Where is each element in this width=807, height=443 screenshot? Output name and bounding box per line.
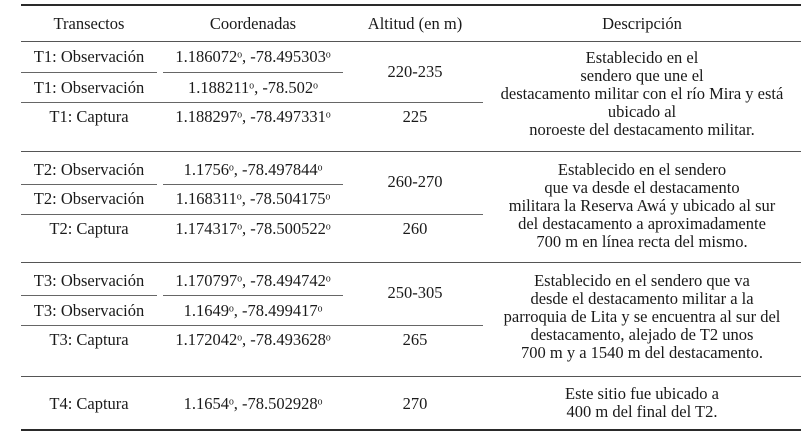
transecto-cell: T3: Observación xyxy=(33,301,145,320)
altitud-cell: 260 xyxy=(402,219,428,238)
row-rule xyxy=(21,102,483,103)
descripcion-line: Establecido en el sendero que va xyxy=(534,271,750,290)
descripcion-line: que va desde el destacamento xyxy=(544,178,740,197)
descripcion-line: Establecido en el sendero xyxy=(557,160,727,179)
altitud-cell: 265 xyxy=(402,330,428,349)
row-rule xyxy=(163,295,343,296)
transecto-cell: T2: Observación xyxy=(33,189,145,208)
descripcion-line: sendero que une el xyxy=(580,66,704,85)
header-altitud: Altitud (en m) xyxy=(367,14,463,33)
descripcion-t1 xyxy=(483,49,801,139)
row-rule xyxy=(21,184,157,185)
altitud-cell: 260-270 xyxy=(387,172,443,191)
coordenada-cell: 1.172042ᵒ, -78.493628ᵒ xyxy=(175,330,331,349)
bottom-rule xyxy=(21,429,801,431)
descripcion-line: destacamento, alejado de T2 unos xyxy=(530,325,754,344)
transecto-cell: T1: Captura xyxy=(49,107,129,126)
top-rule xyxy=(21,4,801,6)
group-rule xyxy=(21,376,801,377)
descripcion-line: desde el destacamento militar a la xyxy=(530,289,754,308)
coordenada-cell: 1.170797ᵒ, -78.494742ᵒ xyxy=(175,271,331,290)
header-rule xyxy=(21,41,801,42)
descripcion-line: 700 m en línea recta del mismo. xyxy=(536,232,748,251)
row-rule xyxy=(163,184,343,185)
header-coordenadas: Coordenadas xyxy=(209,14,297,33)
row-rule xyxy=(21,214,483,215)
descripcion-t4 xyxy=(483,385,801,421)
row-rule xyxy=(163,72,343,73)
coordenada-cell: 1.168311ᵒ, -78.504175ᵒ xyxy=(175,189,331,208)
row-rule xyxy=(21,295,157,296)
coordenada-cell: 1.1654ᵒ, -78.502928ᵒ xyxy=(183,394,323,413)
descripcion-line: Este sitio fue ubicado a xyxy=(565,384,719,403)
transecto-cell: T3: Captura xyxy=(49,330,129,349)
group-rule xyxy=(21,262,801,263)
row-rule xyxy=(21,72,157,73)
altitud-cell: 220-235 xyxy=(387,62,443,81)
transecto-cell: T1: Observación xyxy=(33,78,145,97)
descripcion-line: Establecido en el xyxy=(585,48,699,67)
descripcion-t2 xyxy=(483,161,801,251)
descripcion-line: del destacamento a aproximadamente xyxy=(518,214,766,233)
descripcion-line: parroquia de Lita y se encuentra al sur del xyxy=(503,307,781,326)
descripcion-line: 700 m y a 1540 m del destacamento. xyxy=(521,343,763,362)
altitud-cell: 225 xyxy=(402,107,428,126)
descripcion-line: destacamento militar con el río Mira y está xyxy=(500,84,784,103)
coordenada-cell: 1.188211ᵒ, -78.502ᵒ xyxy=(188,78,318,97)
coordenada-cell: 1.186072ᵒ, -78.495303ᵒ xyxy=(175,47,331,66)
altitud-cell: 270 xyxy=(402,394,428,413)
descripcion-line: 400 m del final del T2. xyxy=(566,402,718,421)
header-transectos: Transectos xyxy=(53,14,125,33)
transecto-cell: T3: Observación xyxy=(33,271,145,290)
altitud-cell: 250-305 xyxy=(387,283,443,302)
header-descripcion: Descripción xyxy=(602,14,682,33)
transecto-cell: T4: Captura xyxy=(49,394,129,413)
row-rule xyxy=(21,325,483,326)
descripcion-line: militara la Reserva Awá y ubicado al sur xyxy=(508,196,776,215)
transecto-cell: T2: Captura xyxy=(49,219,129,238)
descripcion-t3 xyxy=(483,272,801,362)
descripcion-line: ubicado al xyxy=(607,102,677,121)
coordenada-cell: 1.1649ᵒ, -78.499417ᵒ xyxy=(183,301,323,320)
transecto-cell: T1: Observación xyxy=(33,47,145,66)
coordenada-cell: 1.188297ᵒ, -78.497331ᵒ xyxy=(175,107,331,126)
coordenada-cell: 1.174317ᵒ, -78.500522ᵒ xyxy=(175,219,331,238)
coordenada-cell: 1.1756ᵒ, -78.497844ᵒ xyxy=(183,160,323,179)
descripcion-line: noroeste del destacamento militar. xyxy=(529,120,755,139)
group-rule xyxy=(21,151,801,152)
transecto-cell: T2: Observación xyxy=(33,160,145,179)
